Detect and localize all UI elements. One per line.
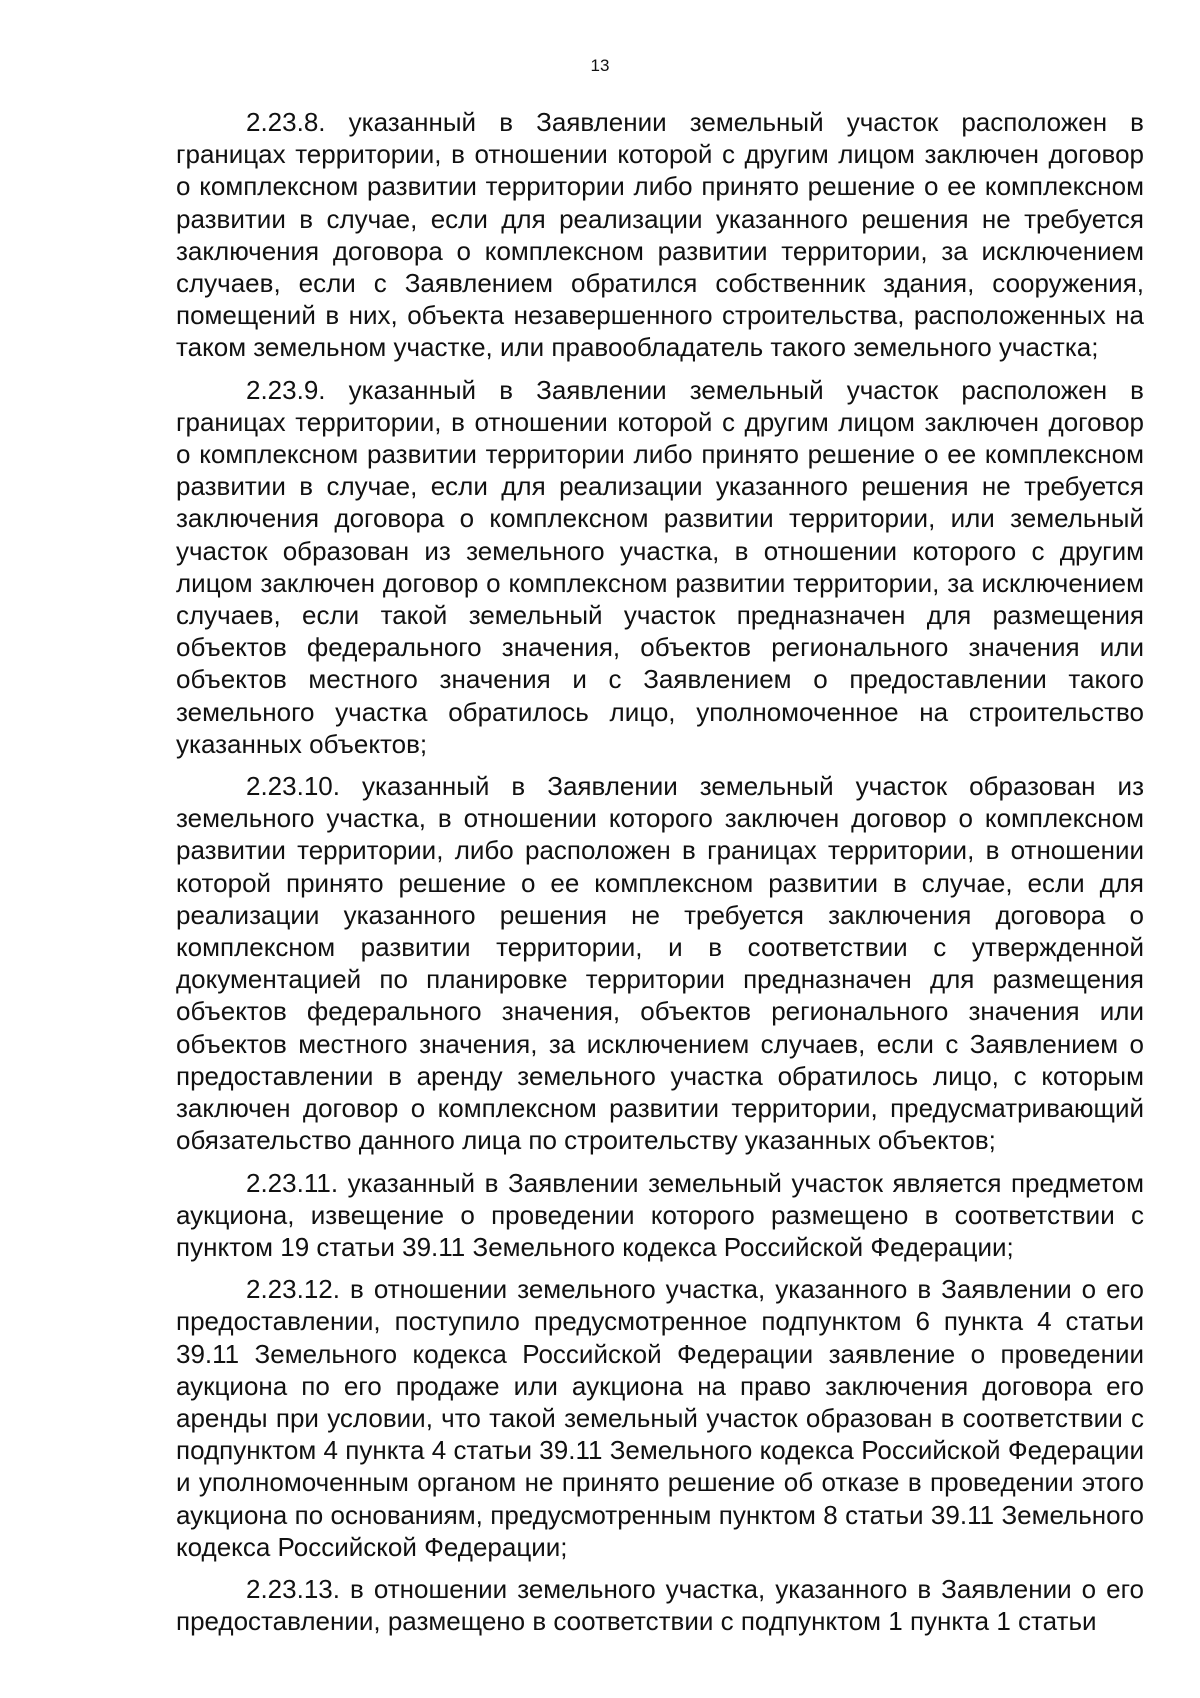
paragraph-2-23-10: 2.23.10. указанный в Заявлении земельный участок образован из земельного участка, в отношении которого заключен договор о комплексном развитии территории, либо расположен в границах территории, в отношении которой принято решение о ее комплексном развитии в случае, если для реализации указанного решения не требуется заключения договора о комплексном развитии территории, и в соответствии с утвержденной документацией по планировке территории предназначен для размещения объектов федерального значения, объектов регионального значения или объектов местного значения, за исключением случаев, если с Заявлением о предоставлении в аренду земельного участка обратилось лицо, с которым заключен договор о комплексном развитии территории, предусматривающий обязательство данного лица по строительству указанных объектов; xyxy=(176,771,1144,1156)
paragraph-2-23-9: 2.23.9. указанный в Заявлении земельный участок расположен в границах территории, в отношении которой с другим лицом заключен договор о комплексном развитии территории либо принято решение о ее комплексном развитии в случае, если для реализации указанного решения не требуется заключения договора о комплексном развитии территории, или земельный участок образован из земельного участка, в отношении которого с другим лицом заключен договор о комплексном развитии территории, за исключением случаев, если такой земельный участок предназначен для размещения объектов федерального значения, объектов регионального значения или объектов местного значения и с Заявлением о предоставлении такого земельного участка обратилось лицо, уполномоченное на строительство указанных объектов; xyxy=(176,374,1144,759)
paragraph-2-23-8: 2.23.8. указанный в Заявлении земельный участок расположен в границах территории, в отношении которой с другим лицом заключен договор о комплексном развитии территории либо принято решение о ее комплексном развитии в случае, если для реализации указанного решения не требуется заключения договора о комплексном развитии территории, за исключением случаев, если с Заявлением обратился собственник здания, сооружения, помещений в них, объекта незавершенного строительства, расположенных на таком земельном участке, или правообладатель такого земельного участка; xyxy=(176,107,1144,363)
paragraph-2-23-13: 2.23.13. в отношении земельного участка, указанного в Заявлении о его предоставлении, размещено в соответствии с подпунктом 1 пункта 1 статьи xyxy=(176,1573,1144,1637)
paragraph-2-23-11: 2.23.11. указанный в Заявлении земельный участок является предметом аукциона, извещение о проведении которого размещено в соответствии с пунктом 19 статьи 39.11 Земельного кодекса Российской Федерации; xyxy=(176,1167,1144,1262)
paragraph-2-23-12: 2.23.12. в отношении земельного участка, указанного в Заявлении о его предоставлении, поступило предусмотренное подпунктом 6 пункта 4 статьи 39.11 Земельного кодекса Российской Федерации заявление о проведении аукциона по его продаже или аукциона на право заключения договора его аренды при условии, что такой земельный участок образован в соответствии с подпунктом 4 пункта 4 статьи 39.11 Земельного кодекса Российской Федерации и уполномоченным органом не принято решение об отказе в проведении этого аукциона по основаниям, предусмотренным пунктом 8 статьи 39.11 Земельного кодекса Российской Федерации; xyxy=(176,1274,1144,1562)
document-body xyxy=(176,106,1144,1647)
page-number: 13 xyxy=(590,56,610,75)
